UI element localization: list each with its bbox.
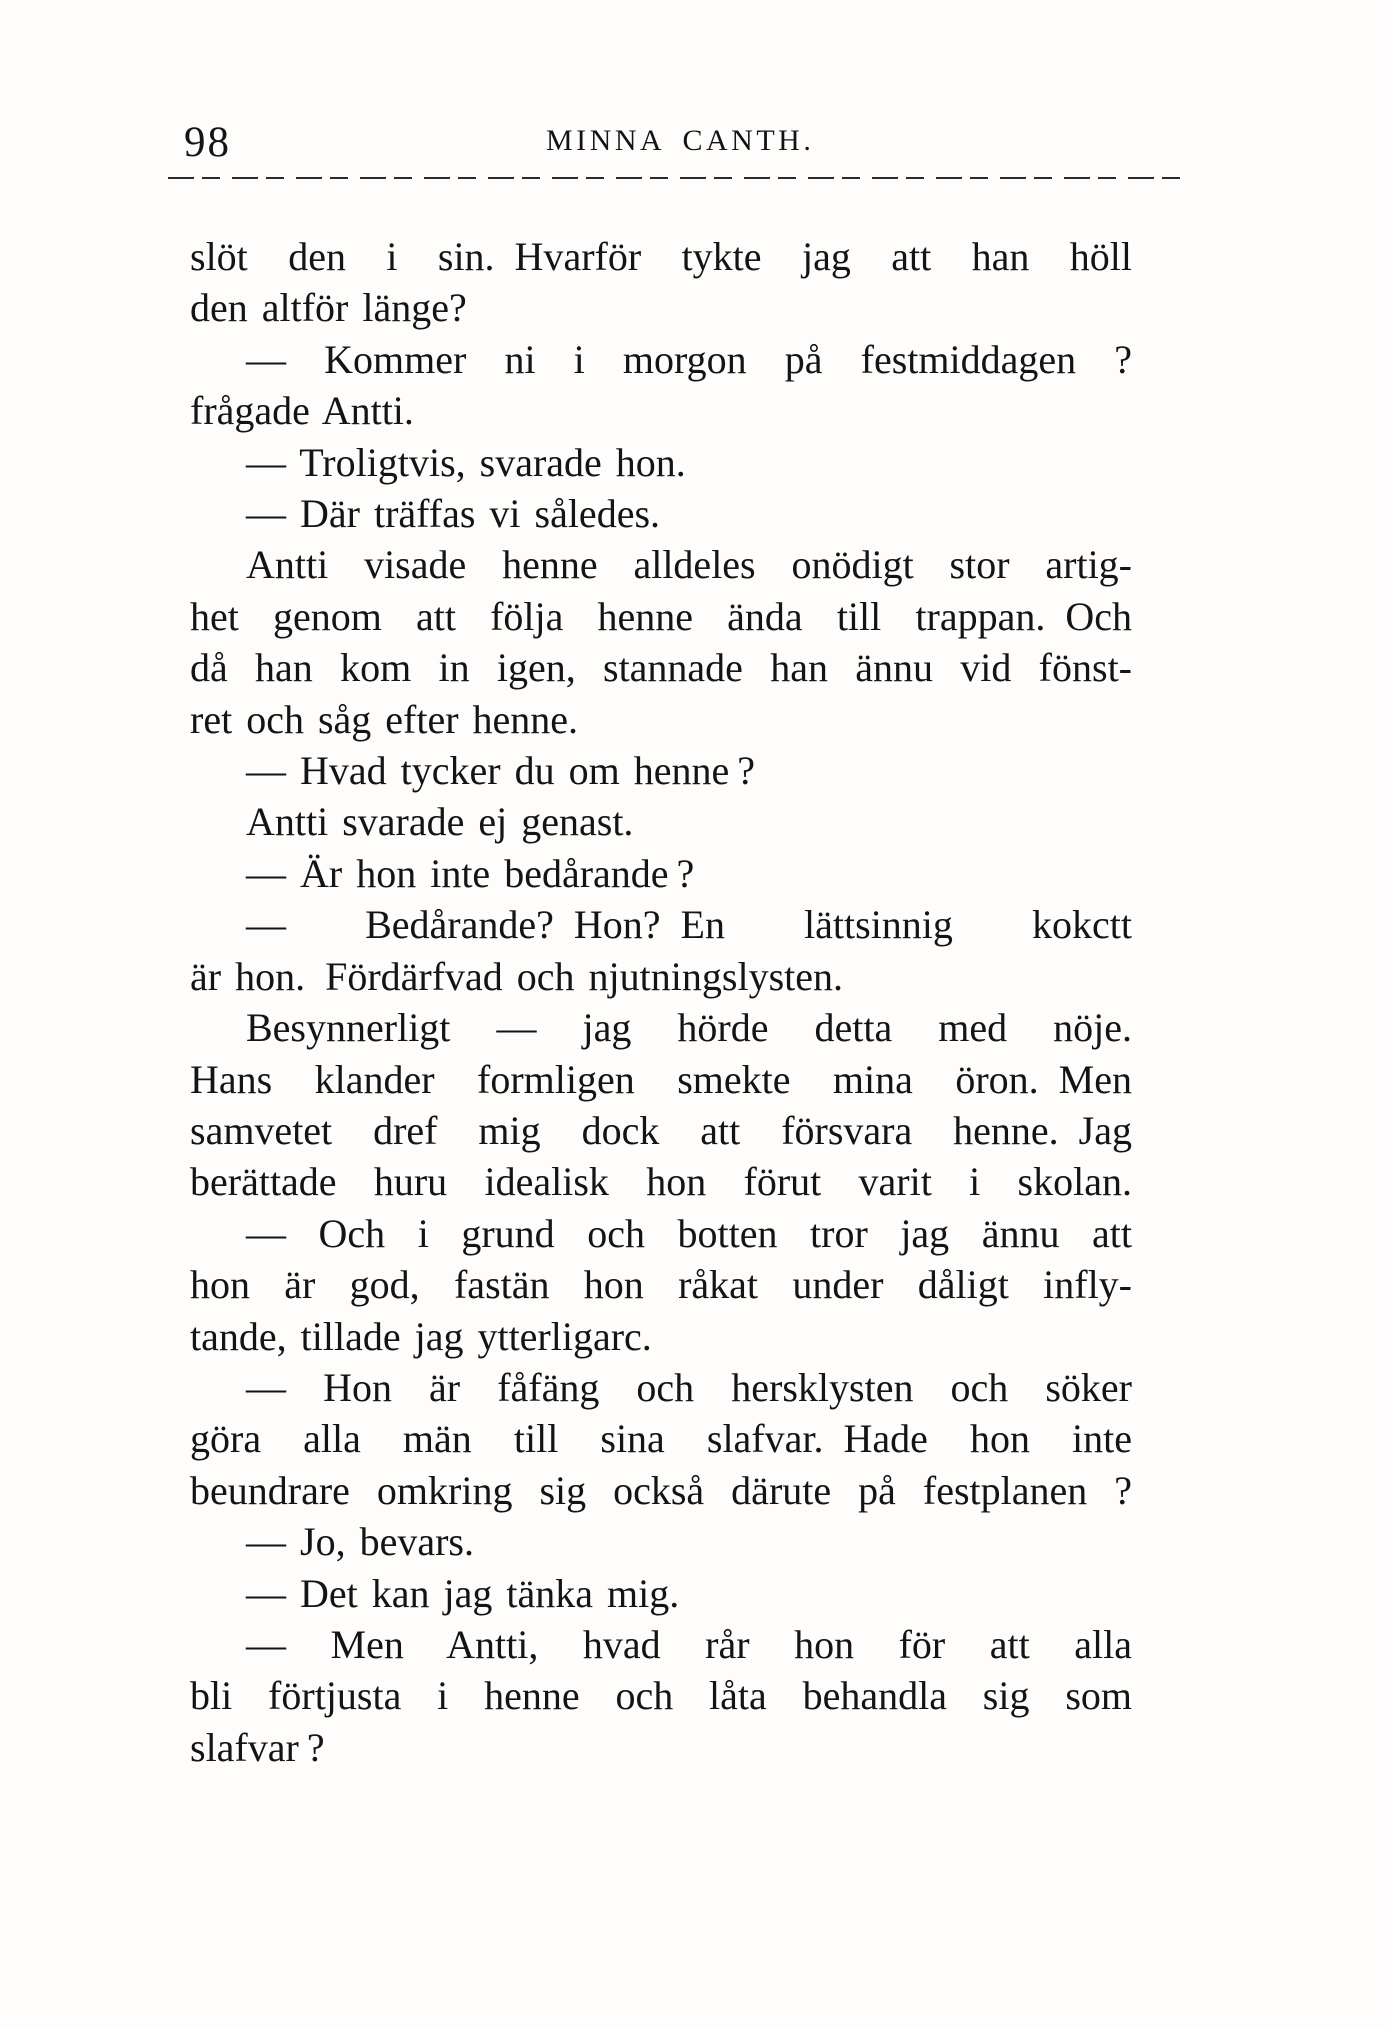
text-line: — Och i grund och botten tror jag ännu att (246, 1210, 1132, 1256)
text-line: slöt den i sin. Hvarför tykte jag att han höll (190, 234, 1132, 279)
text-line: göra alla män till sina slafvar. Hade hon inte (190, 1416, 1132, 1462)
text-line: — Det kan jag tänka mig. (246, 1570, 680, 1616)
text-line: — Är hon inte bedårande ? (246, 850, 695, 896)
text-line: då han kom in igen, stannade han ännu vid fönst- (190, 645, 1132, 691)
body-text (190, 231, 1132, 1773)
text-line: Hans klander formligen smekte mina öron. Men (190, 1056, 1132, 1102)
text-line: bli förtjusta i henne och låta behandla sig som (190, 1673, 1132, 1719)
text-line: Antti visade henne alldeles onödigt stor artig- (246, 542, 1132, 588)
text-line: — Bedårande? Hon? En lättsinnig kokctt (246, 902, 1132, 948)
page-number: 98 (184, 119, 231, 166)
running-title: MINNA CANTH. (546, 124, 815, 157)
text-line: — Troligtvis, svarade hon. (246, 439, 686, 485)
text-line: — Hon är fåfäng och hersklysten och söker (246, 1364, 1132, 1410)
text-line: — Hvad tycker du om henne ? (246, 748, 755, 794)
text-line: — Där träffas vi således. (246, 491, 661, 537)
text-line: är hon. Fördärfvad och njutningslysten. (190, 953, 843, 999)
text-line: den altför länge? (190, 285, 467, 331)
text-line: Antti svarade ej genast. (246, 799, 634, 845)
text-line: frågade Antti. (190, 388, 414, 434)
text-line: slafvar ? (190, 1724, 325, 1770)
text-line: berättade huru idealisk hon förut varit i skolan. (190, 1159, 1132, 1205)
text-line: Besynnerligt — jag hörde detta med nöje. (246, 1005, 1132, 1051)
text-line: het genom att följa henne ända till trappan. Och (190, 593, 1132, 639)
text-line: — Kommer ni i morgon på festmiddagen ? (246, 336, 1132, 382)
text-line: — Men Antti, hvad rår hon för att alla (246, 1621, 1132, 1667)
text-line: ret och såg efter henne. (190, 696, 579, 742)
text-line: hon är god, fastän hon råkat under dåligt infly- (190, 1262, 1132, 1308)
header-rule (168, 177, 1186, 180)
text-line: samvetet dref mig dock att försvara henne. Jag (190, 1107, 1132, 1153)
text-line: beundrare omkring sig också därute på festplanen ? (190, 1467, 1132, 1513)
text-line: — Jo, bevars. (246, 1519, 474, 1565)
text-line: tande, tillade jag ytterligarc. (190, 1313, 652, 1359)
